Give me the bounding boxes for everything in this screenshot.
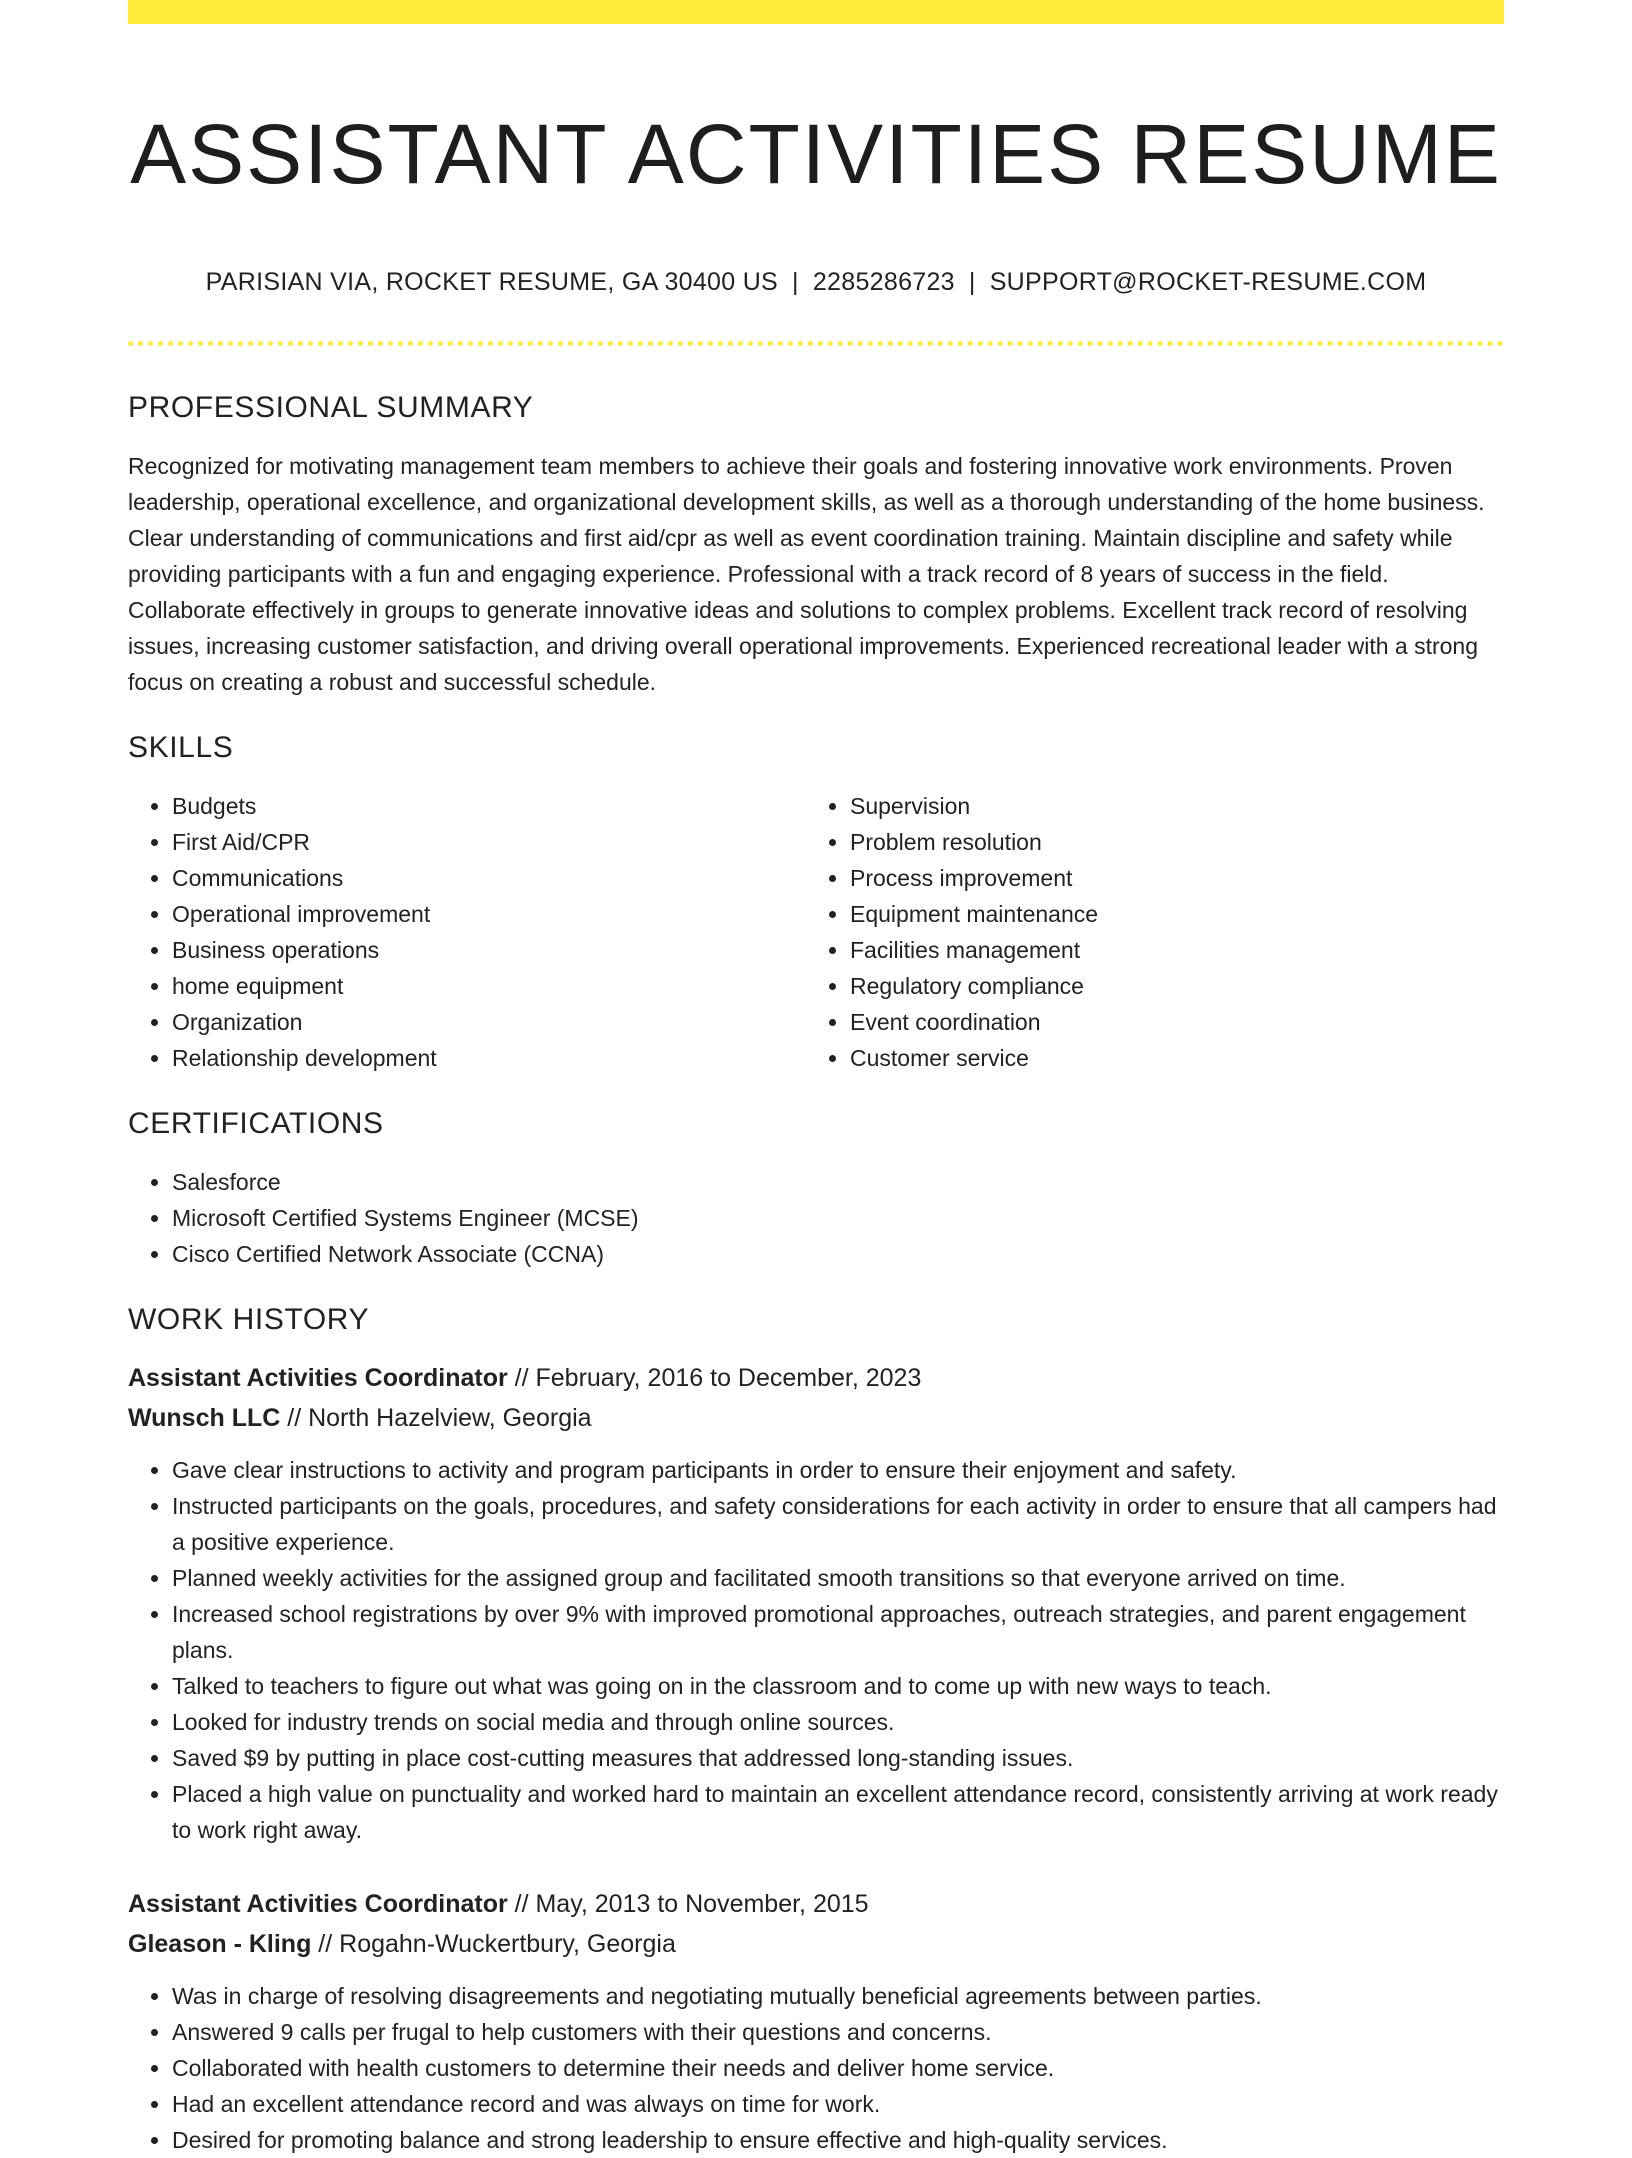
skill-item: • Communications xyxy=(172,860,806,896)
contact-email: SUPPORT@ROCKET-RESUME.COM xyxy=(989,268,1427,296)
summary-heading: PROFESSIONAL SUMMARY xyxy=(128,391,534,424)
job-company-line xyxy=(128,1924,1504,1964)
job-location: // Rogahn-Wuckertbury, Georgia xyxy=(311,1930,676,1958)
certification-item: • Microsoft Certified Systems Engineer (MCSE) xyxy=(172,1200,1504,1236)
job-dates: // February, 2016 to December, 2023 xyxy=(507,1364,922,1392)
job-title-line xyxy=(128,1884,1504,1924)
job-bullets xyxy=(128,1978,1504,2158)
summary-text: Recognized for motivating management team members to achieve their goals and fostering innovative work environments. Proven leadership, operational excellence, and organizational development skills, as well as a thorough understanding of the home business. Clear understanding of communications and first aid/cpr as well as event coordination training. Maintain discipline and safety while providing participants with a fun and engaging experience. Professional with a track record of 8 years of success in the field. Collaborate effectively in groups to generate innovative ideas and solutions to complex problems. Excellent track record of resolving issues, increasing customer satisfaction, and driving overall operational improvements. Experienced recreational leader with a strong focus on creating a robust and successful schedule. xyxy=(128,453,1485,695)
job-bullet: • Answered 9 calls per frugal to help customers with their questions and concerns. xyxy=(172,2014,1504,2050)
work-history-heading: WORK HISTORY xyxy=(128,1303,370,1336)
skill-item: • home equipment xyxy=(172,968,806,1004)
skill-item: • Customer service xyxy=(850,1040,1484,1076)
contact-separator: | xyxy=(792,268,799,296)
job-bullet: • Collaborated with health customers to determine their needs and deliver home service. xyxy=(172,2050,1504,2086)
job-title: Assistant Activities Coordinator xyxy=(128,1364,508,1392)
skill-item: • First Aid/CPR xyxy=(172,824,806,860)
job-bullet: • Placed a high value on punctuality and worked hard to maintain an excellent attendance record, consistently arriving at work ready to work right away. xyxy=(172,1776,1504,1848)
skill-item: • Operational improvement xyxy=(172,896,806,932)
skill-item: • Problem resolution xyxy=(850,824,1484,860)
job-bullet: • Had an excellent attendance record and was always on time for work. xyxy=(172,2086,1504,2122)
job-dates: // May, 2013 to November, 2015 xyxy=(507,1890,869,1918)
skill-item: • Facilities management xyxy=(850,932,1484,968)
resume-page xyxy=(128,0,1504,2158)
job-company: Wunsch LLC xyxy=(128,1404,281,1432)
accent-top-bar xyxy=(128,0,1504,24)
skills-column-left xyxy=(128,788,806,1076)
job-bullet: • Desired for promoting balance and strong leadership to ensure effective and high-quality services. xyxy=(172,2122,1504,2158)
contact-separator: | xyxy=(968,268,976,296)
skill-item: • Equipment maintenance xyxy=(850,896,1484,932)
job-bullets xyxy=(128,1452,1504,1848)
job-location: // North Hazelview, Georgia xyxy=(280,1404,592,1432)
skill-item: • Regulatory compliance xyxy=(850,968,1484,1004)
job-company: Gleason - Kling xyxy=(128,1930,312,1958)
skills-column-right xyxy=(806,788,1484,1076)
job-title: Assistant Activities Coordinator xyxy=(128,1890,508,1918)
contact-line xyxy=(128,264,1504,300)
job-title-line xyxy=(128,1358,1504,1398)
job-bullet: • Was in charge of resolving disagreements and negotiating mutually beneficial agreements between parties. xyxy=(172,1978,1504,2014)
resume-title: ASSISTANT ACTIVITIES RESUME xyxy=(130,107,1502,201)
skill-item: • Process improvement xyxy=(850,860,1484,896)
job-bullet: • Planned weekly activities for the assigned group and facilitated smooth transitions so that everyone arrived on time. xyxy=(172,1560,1504,1596)
job-bullet: • Increased school registrations by over 9% with improved promotional approaches, outreach strategies, and parent engagement plans. xyxy=(172,1596,1504,1668)
job-bullet: • Talked to teachers to figure out what was going on in the classroom and to come up with new ways to teach. xyxy=(172,1668,1504,1704)
job-company-line xyxy=(128,1398,1504,1438)
job-bullet: • Gave clear instructions to activity and program participants in order to ensure their enjoyment and safety. xyxy=(172,1452,1504,1488)
contact-phone: 2285286723 xyxy=(812,268,955,296)
certification-item: • Salesforce xyxy=(172,1164,1504,1200)
skill-item: • Business operations xyxy=(172,932,806,968)
skill-item: • Organization xyxy=(172,1004,806,1040)
job-bullet: • Instructed participants on the goals, procedures, and safety considerations for each activity in order to ensure that all campers had a positive experience. xyxy=(172,1488,1504,1560)
job-entry xyxy=(128,1884,1504,2158)
certifications-heading: CERTIFICATIONS xyxy=(128,1107,384,1140)
skill-item: • Budgets xyxy=(172,788,806,824)
contact-address: PARISIAN VIA, ROCKET RESUME, GA 30400 US xyxy=(205,268,779,296)
job-bullet: • Saved $9 by putting in place cost-cutting measures that addressed long-standing issues. xyxy=(172,1740,1504,1776)
job-bullet: • Looked for industry trends on social media and through online sources. xyxy=(172,1704,1504,1740)
skills-heading: SKILLS xyxy=(128,731,234,764)
job-entry xyxy=(128,1358,1504,1848)
skill-item: • Event coordination xyxy=(850,1004,1484,1040)
certification-item: • Cisco Certified Network Associate (CCNA) xyxy=(172,1236,1504,1272)
skills-list xyxy=(128,788,1504,1076)
certifications-list xyxy=(128,1164,1504,1272)
dotted-divider xyxy=(128,341,1504,346)
skill-item: • Relationship development xyxy=(172,1040,806,1076)
skill-item: • Supervision xyxy=(850,788,1484,824)
